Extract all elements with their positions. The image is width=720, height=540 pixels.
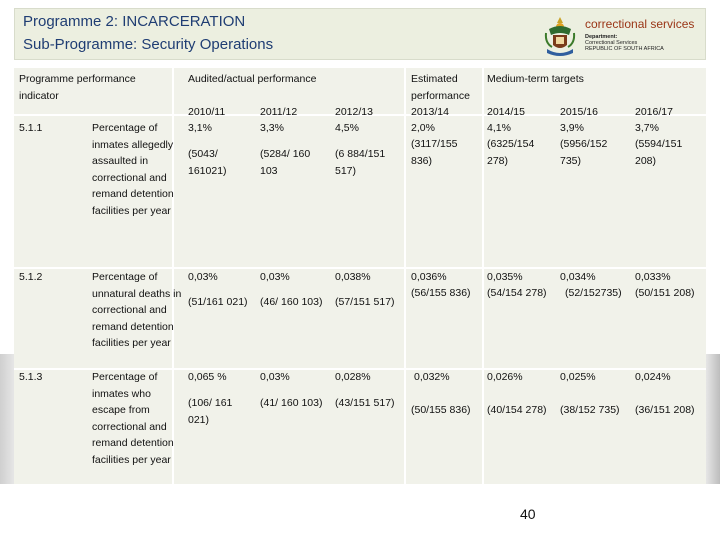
logo-line-1: Department: bbox=[585, 34, 618, 40]
value-detail: (50/155 836) bbox=[411, 404, 471, 416]
performance-table bbox=[14, 68, 706, 484]
value-detail: (5594/151 208) bbox=[635, 138, 683, 167]
value-detail: (54/154 278) bbox=[487, 287, 547, 299]
value-detail: (5956/152 735) bbox=[560, 138, 608, 167]
programme-title: Programme 2: INCARCERATION bbox=[23, 13, 246, 30]
left-shadow-edge bbox=[0, 354, 14, 484]
right-shadow-edge bbox=[706, 354, 720, 484]
value-pct: 0,035% bbox=[487, 271, 523, 283]
value-detail: (51/161 021) bbox=[188, 296, 248, 308]
coat-of-arms-icon bbox=[543, 15, 577, 57]
year-header: 2015/16 bbox=[560, 106, 598, 118]
value-pct: 0,03% bbox=[260, 271, 290, 283]
row-code: 5.1.2 bbox=[19, 271, 43, 283]
value-detail: (6325/154 278) bbox=[487, 138, 535, 167]
value-pct: 2,0% bbox=[411, 122, 435, 134]
value-pct: 3,9% bbox=[560, 122, 584, 134]
year-header: 2010/11 bbox=[188, 106, 226, 118]
value-pct: 3,7% bbox=[635, 122, 659, 134]
value-detail: (36/151 208) bbox=[635, 404, 695, 416]
year-header: 2011/12 bbox=[260, 106, 298, 118]
value-pct: 0,036% bbox=[411, 271, 447, 283]
value-pct: 0,025% bbox=[560, 371, 596, 383]
value-detail: (41/ 160 103) bbox=[260, 397, 323, 409]
row-code: 5.1.3 bbox=[19, 371, 43, 383]
col-divider bbox=[404, 68, 406, 484]
value-pct: 0,033% bbox=[635, 271, 671, 283]
value-detail: (106/ 161 021) bbox=[188, 397, 233, 426]
value-pct: 0,032% bbox=[414, 371, 450, 383]
header-estimated: Estimated performance bbox=[411, 73, 470, 102]
year-header: 2014/15 bbox=[487, 106, 525, 118]
value-pct: 0,03% bbox=[188, 271, 218, 283]
value-pct: 0,03% bbox=[260, 371, 290, 383]
value-detail: (46/ 160 103) bbox=[260, 296, 323, 308]
header-indicator: Programme performance indicator bbox=[19, 73, 136, 102]
value-detail: (50/151 208) bbox=[635, 287, 695, 299]
value-pct: 4,1% bbox=[487, 122, 511, 134]
year-header: 2016/17 bbox=[635, 106, 673, 118]
value-detail: (6 884/151 517) bbox=[335, 148, 386, 177]
value-pct: 0,038% bbox=[335, 271, 371, 283]
value-pct: 0,026% bbox=[487, 371, 523, 383]
value-detail: (38/152 735) bbox=[560, 404, 620, 416]
value-detail: (57/151 517) bbox=[335, 296, 395, 308]
correctional-services-logo bbox=[529, 13, 699, 59]
year-header: 2013/14 bbox=[411, 106, 449, 118]
value-detail: (43/151 517) bbox=[335, 397, 395, 409]
year-header: 2012/13 bbox=[335, 106, 373, 118]
value-detail: (52/152735) bbox=[565, 287, 622, 299]
row-indicator: Percentage of inmates who escape from correctional and remand detention facilities per year bbox=[92, 371, 174, 466]
page-number: 40 bbox=[520, 506, 536, 522]
value-pct: 0,034% bbox=[560, 271, 596, 283]
logo-line-2: Correctional Services bbox=[585, 40, 638, 46]
row-code: 5.1.1 bbox=[19, 122, 43, 134]
value-pct: 0,024% bbox=[635, 371, 671, 383]
logo-brand-text: correctional services bbox=[585, 17, 695, 31]
slide-header bbox=[14, 8, 706, 60]
row-indicator: Percentage of inmates allegedly assaulted in correctional and remand detention facilities per year bbox=[92, 122, 174, 217]
header-audited: Audited/actual performance bbox=[188, 73, 317, 85]
value-pct: 3,3% bbox=[260, 122, 284, 134]
value-pct: 3,1% bbox=[188, 122, 212, 134]
logo-line-3: REPUBLIC OF SOUTH AFRICA bbox=[585, 46, 664, 52]
header-medium-term: Medium-term targets bbox=[487, 73, 584, 85]
value-detail: (3117/155 836) bbox=[411, 138, 458, 167]
value-detail: (5043/ 161021) bbox=[188, 148, 227, 177]
value-pct: 0,065 % bbox=[188, 371, 227, 383]
subprogramme-title: Sub-Programme: Security Operations bbox=[23, 36, 274, 53]
value-pct: 0,028% bbox=[335, 371, 371, 383]
value-pct: 4,5% bbox=[335, 122, 359, 134]
value-detail: (56/155 836) bbox=[411, 287, 471, 299]
value-detail: (40/154 278) bbox=[487, 404, 547, 416]
value-detail: (5284/ 160 103 bbox=[260, 148, 311, 177]
row-indicator: Percentage of unnatural deaths in correctional and remand detention facilities per year bbox=[92, 271, 182, 349]
